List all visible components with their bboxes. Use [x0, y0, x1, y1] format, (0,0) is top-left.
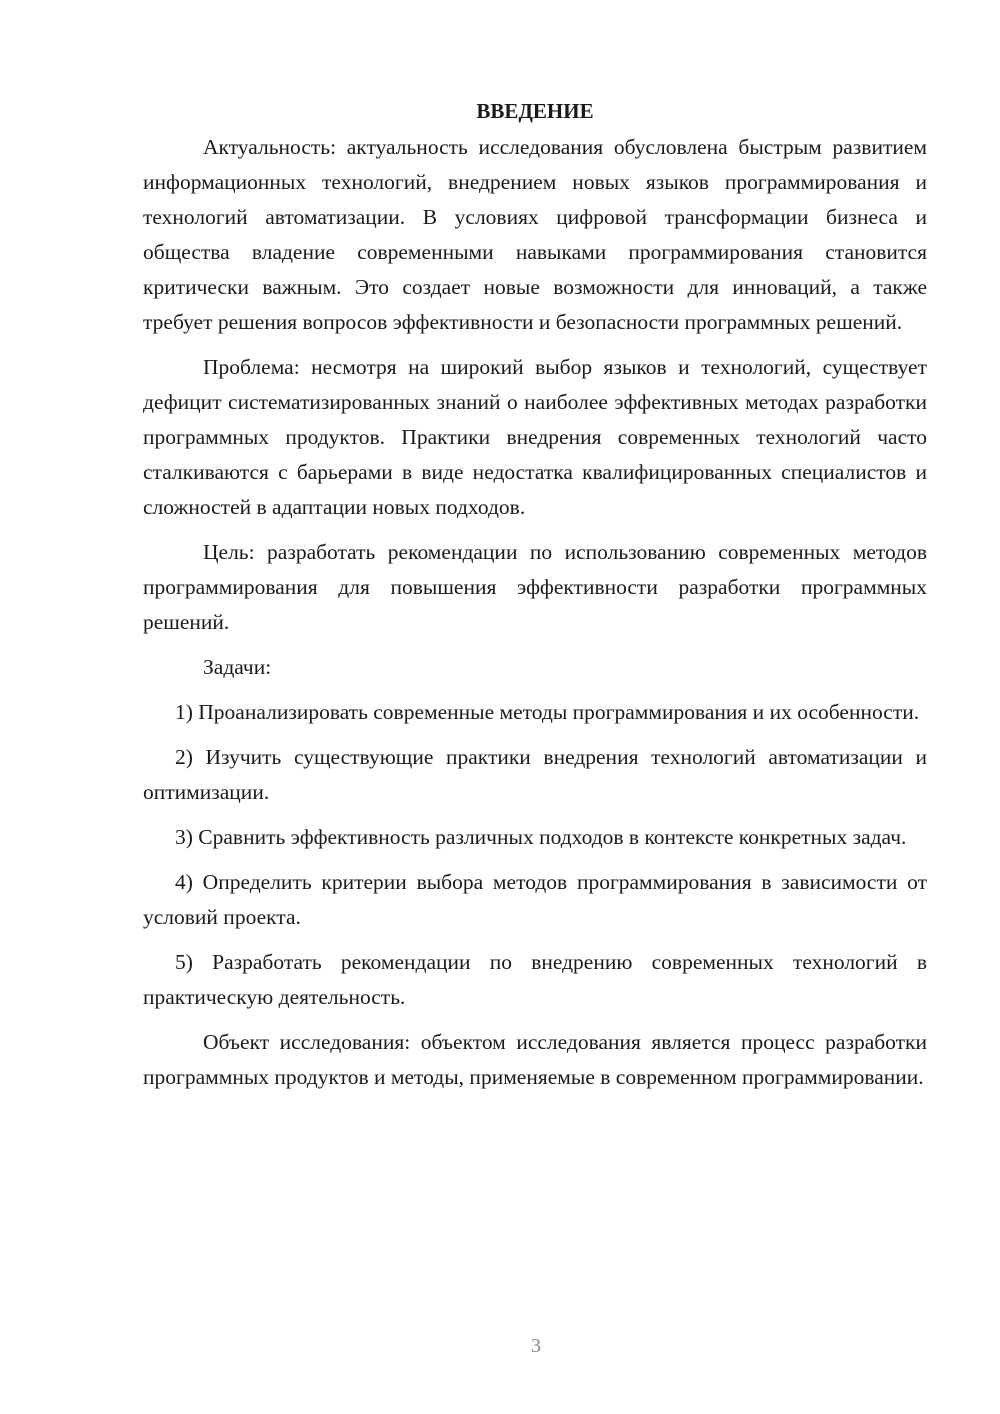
document-page: [143, 96, 927, 1105]
relevance-paragraph: Актуальность: актуальность исследования обусловлена быстрым развитием информационных технологий, внедрением новых языков программирования и технологий автоматизации. В условиях цифровой трансформации бизнеса и общества владение современными навыками программирования становится критически важным. Это создает новые возможности для инноваций, а также требует решения вопросов эффективности и безопасности программных решений.: [143, 135, 927, 334]
section-title: ВВЕДЕНИЕ: [476, 99, 594, 123]
task-item-1: 1) Проанализировать современные методы программирования и их особенности.: [175, 700, 920, 724]
goal-paragraph: Цель: разработать рекомендации по использованию современных методов программирования для повышения эффективности разработки программных решений.: [143, 540, 927, 634]
problem-paragraph: Проблема: несмотря на широкий выбор языков и технологий, существует дефицит систематизированных знаний о наиболее эффективных методах разработки программных продуктов. Практики внедрения современных технологий часто сталкиваются с барьерами в виде недостатка квалифицированных специалистов и сложностей в адаптации новых подходов.: [143, 355, 927, 519]
task-item-3: 3) Сравнить эффективность различных подходов в контексте конкретных задач.: [175, 825, 907, 849]
task-item-4: 4) Определить критерии выбора методов программирования в зависимости от условий проекта.: [143, 870, 927, 929]
object-paragraph: Объект исследования: объектом исследования является процесс разработки программных продуктов и методы, применяемые в современном программировании.: [143, 1030, 927, 1089]
task-item-2: 2) Изучить существующие практики внедрения технологий автоматизации и оптимизации.: [143, 745, 927, 804]
tasks-heading: Задачи:: [203, 655, 272, 679]
page-number: 3: [531, 1335, 541, 1357]
task-item-5: 5) Разработать рекомендации по внедрению современных технологий в практическую деятельность.: [143, 950, 927, 1009]
